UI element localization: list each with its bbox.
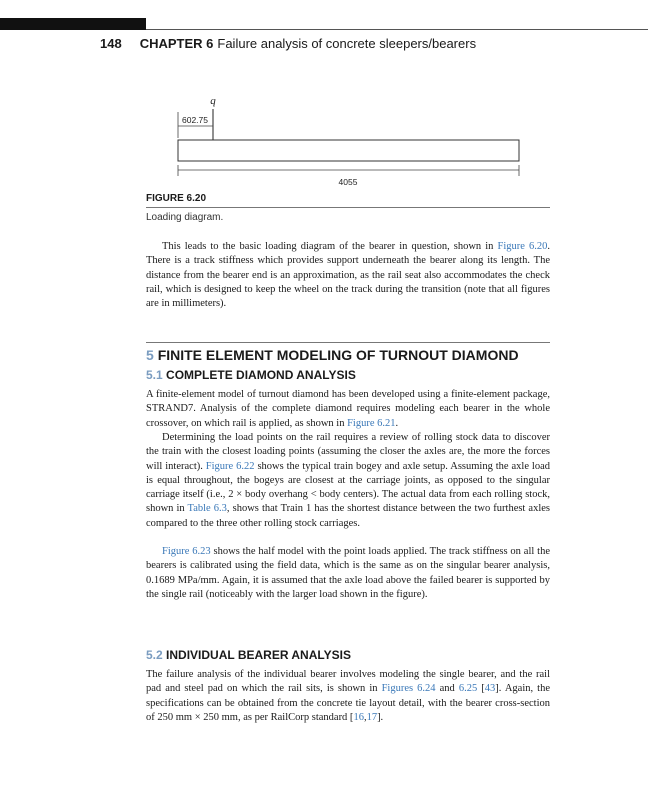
figure-link[interactable]: Figure 6.20 bbox=[497, 241, 548, 252]
text-run: . There is a track stiffness which provides support underneath the bearer along its length. The distance from the bearer end is an approximation, as the rail seat also accommodates the check rail, which is designed to keep the wheel on the track during the transition (note that all figures are in millimeters). bbox=[146, 241, 551, 310]
text-run: Determining the load points on the rail requires a review of rolling stock data to discover the train with the closest loading points (assuming the closer the axles are, the more the forces will interact). bbox=[146, 432, 550, 472]
text-run: The failure analysis of the individual bearer involves modeling the single bearer, and the rail pad and steel pad on which the rail sits, is shown in bbox=[146, 669, 550, 695]
table-link[interactable]: Table 6.3 bbox=[187, 503, 227, 515]
section-number: 5 bbox=[146, 347, 154, 363]
figure-description: Loading diagram. bbox=[146, 212, 224, 223]
figure-caption bbox=[146, 193, 550, 223]
loading-diagram bbox=[172, 90, 532, 190]
section-title: COMPLETE DIAMOND ANALYSIS bbox=[166, 368, 356, 382]
section-heading-5-2 bbox=[146, 648, 351, 662]
figure-link[interactable]: 6.25 bbox=[458, 683, 478, 695]
figure-link[interactable]: Figure 6.23 bbox=[162, 546, 211, 557]
top-bar bbox=[0, 18, 146, 30]
citation-link[interactable]: 17 bbox=[366, 711, 378, 723]
top-rule bbox=[146, 29, 648, 30]
text-run: , shows that Train 1 has the shortest distance between the two furthest axles compared to the three other rolling stock carriages. bbox=[146, 503, 550, 529]
text-run: A finite-element model of turnout diamond has been developed using a finite-element package, STRAND7. Analysis of the complete diamond requires modeling each bearer in the whole crossover, on which rail is applied, as shown in bbox=[146, 389, 550, 429]
text-run: and bbox=[435, 683, 459, 695]
chapter-title: Failure analysis of concrete sleepers/bearers bbox=[217, 36, 477, 51]
paragraph-load-points bbox=[146, 431, 550, 531]
paragraph-fe-model bbox=[146, 388, 550, 431]
figure-link[interactable]: Figures 6.24 bbox=[381, 683, 436, 695]
page-number: 148 bbox=[100, 36, 122, 51]
running-header bbox=[100, 36, 476, 51]
text-run: shows the half model with the point loads applied. The track stiffness on all the bearers is calibrated using the field data, which is the same as on the singular bearer analysis, 0.1689 MPa/mm. Again, it is assumed that the axle load above the failed bearer is supported by the single rail (noticeably with the larger load shown in the figure). bbox=[146, 546, 550, 600]
length-dimension-label: 4055 bbox=[338, 177, 358, 187]
offset-dimension-label: 602.75 bbox=[182, 115, 208, 125]
citation-link[interactable]: 16 bbox=[353, 711, 364, 723]
paragraph-half-model bbox=[146, 545, 550, 602]
paragraph-individual-bearer bbox=[146, 668, 550, 725]
section-title: FINITE ELEMENT MODELING OF TURNOUT DIAMOND bbox=[157, 347, 519, 363]
text-run: , bbox=[363, 711, 367, 723]
text-run: shows the typical train bogey and axle setup. Assuming the axle load is equal throughout, the bogeys are closest at the carriage joints, as opposed to the singular carriage itself (i.e., 2 × body overhang < body centers). The actual data from each rolling stock, shown in bbox=[146, 460, 551, 515]
section-rule bbox=[146, 342, 550, 343]
citation-link[interactable]: 43 bbox=[484, 683, 496, 695]
section-number: 5.2 bbox=[146, 648, 163, 662]
text-run: This leads to the basic loading diagram of the bearer in question, shown in bbox=[162, 241, 498, 252]
paragraph-loading-diagram bbox=[146, 240, 550, 311]
text-run: ]. Again, the specifications can be obtained from the concrete tie layout detail, with the bearer cross-section of 250 mm × 250 mm, as per RailCorp standard [ bbox=[146, 683, 551, 723]
text-run: [ bbox=[477, 683, 485, 695]
figure-link[interactable]: Figure 6.21 bbox=[347, 417, 396, 429]
section-heading-5-1 bbox=[146, 368, 356, 382]
section-number: 5.1 bbox=[146, 368, 163, 382]
text-run: ]. bbox=[377, 711, 384, 723]
load-symbol: q bbox=[210, 95, 216, 107]
figure-link[interactable]: Figure 6.22 bbox=[205, 460, 255, 472]
chapter-label: CHAPTER 6 bbox=[139, 36, 214, 51]
bearer-beam bbox=[178, 140, 519, 161]
section-heading-5 bbox=[146, 347, 519, 363]
figure-label: FIGURE 6.20 bbox=[146, 193, 550, 208]
text-run: . bbox=[395, 417, 399, 429]
section-title: INDIVIDUAL BEARER ANALYSIS bbox=[166, 648, 351, 662]
